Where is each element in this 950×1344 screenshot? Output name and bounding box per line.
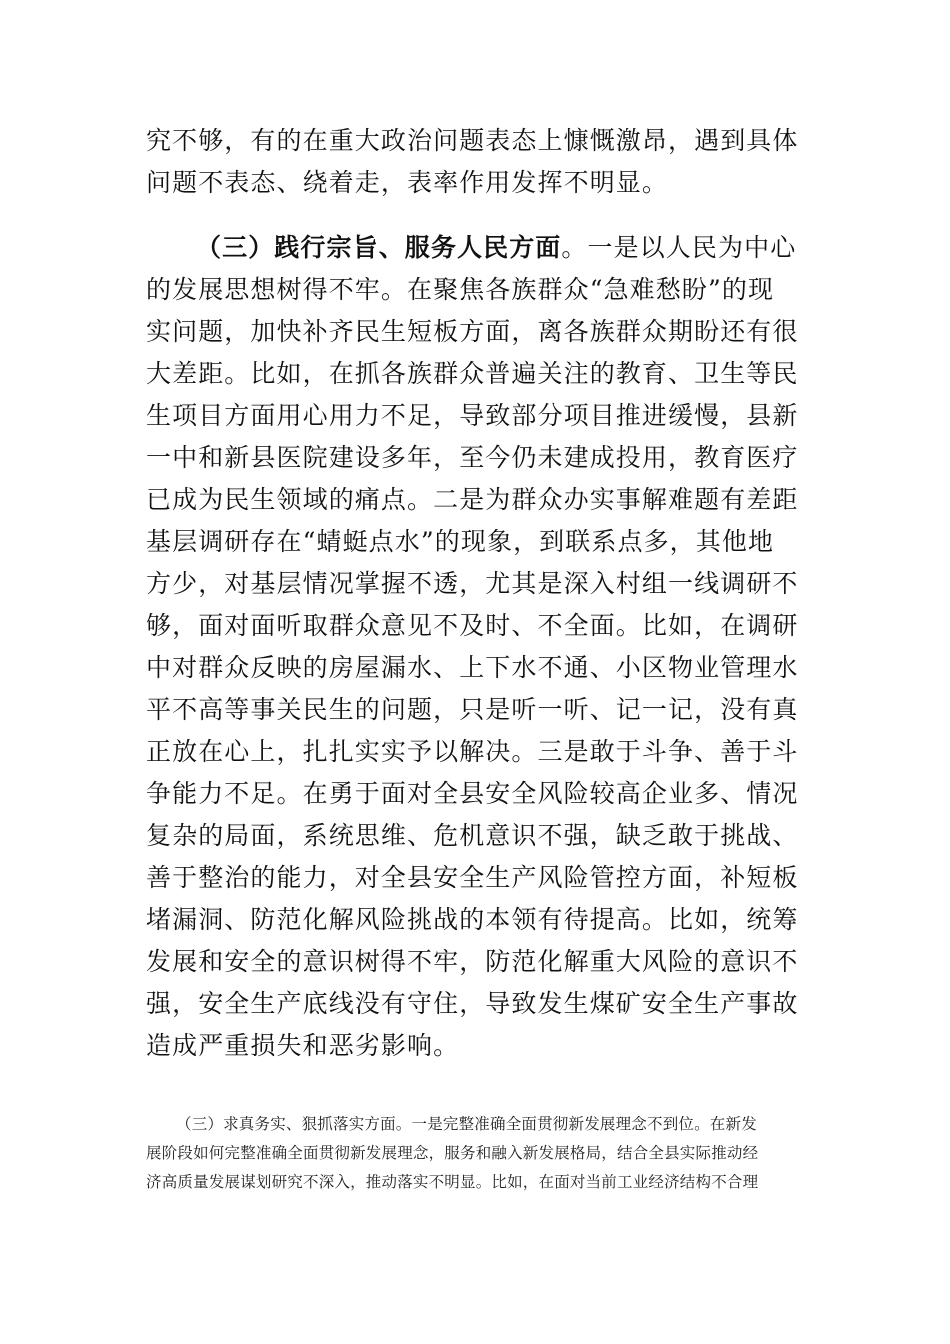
- text-line: 争能力不足。在勇于面对全县安全风险较高企业多、情况: [146, 779, 799, 808]
- section-heading: （三）践行宗旨、服务人民方面: [196, 233, 562, 262]
- section-paragraph: [146, 227, 808, 1067]
- text-line: 大差距。比如，在抓各族群众普遍关注的教育、卫生等民: [146, 359, 799, 388]
- text-line: 基层调研存在“蜻蜓点水”的现象，到联系点多，其他地: [146, 527, 775, 556]
- text-line: 善于整治的能力，对全县安全生产风险管控方面，补短板: [146, 863, 799, 892]
- first-line-text: 。一是以人民为中心: [561, 233, 797, 262]
- text-line: 堵漏洞、防范化解风险挑战的本领有待提高。比如，统筹: [146, 905, 799, 934]
- small-text-line: （三）求真务实、狠抓落实方面。一是完整准确全面贯彻新发展理念不到位。在新发: [176, 1115, 757, 1133]
- text-line: 实问题，加快补齐民生短板方面，离各族群众期盼还有很: [146, 317, 799, 346]
- text-line: 的发展思想树得不牢。在聚焦各族群众“急难愁盼”的现: [146, 275, 775, 304]
- text-line: 究不够，有的在重大政治问题表态上慷慨激昂，遇到具体: [146, 126, 799, 155]
- text-line: 中对群众反映的房屋漏水、上下水不通、小区物业管理水: [146, 653, 799, 682]
- text-line: 强，安全生产底线没有守住，导致发生煤矿安全生产事故: [146, 989, 799, 1018]
- first-line: [146, 227, 808, 269]
- text-line: 问题不表态、绕着走，表率作用发挥不明显。: [146, 168, 669, 197]
- small-text-line: 济高质量发展谋划研究不深入，推动落实不明显。比如，在面对当前工业经济结构不合理: [146, 1173, 759, 1191]
- small-text-line: 展阶段如何完整准确全面贯彻新发展理念，服务和融入新发展格局，结合全县实际推动经: [146, 1144, 759, 1162]
- text-line: 方少，对基层情况掌握不透，尤其是深入村组一线调研不: [146, 569, 799, 598]
- text-line: 造成严重损失和恶劣影响。: [146, 1031, 460, 1060]
- text-line: 平不高等事关民生的问题，只是听一听、记一记，没有真: [146, 695, 799, 724]
- small-print-paragraph: [146, 1110, 808, 1197]
- text-line: 够，面对面听取群众意见不及时、不全面。比如，在调研: [146, 611, 799, 640]
- text-line: 生项目方面用心用力不足，导致部分项目推进缓慢，县新: [146, 401, 799, 430]
- paragraph-continuation: [146, 120, 808, 204]
- text-line: 复杂的局面，系统思维、危机意识不强，缺乏敢于挑战、: [146, 821, 799, 850]
- text-line: 正放在心上，扎扎实实予以解决。三是敢于斗争、善于斗: [146, 737, 799, 766]
- text-line: 一中和新县医院建设多年，至今仍未建成投用，教育医疗: [146, 443, 799, 472]
- text-line: 发展和安全的意识树得不牢，防范化解重大风险的意识不: [146, 947, 799, 976]
- text-line: 已成为民生领域的痛点。二是为群众办实事解难题有差距: [146, 485, 799, 514]
